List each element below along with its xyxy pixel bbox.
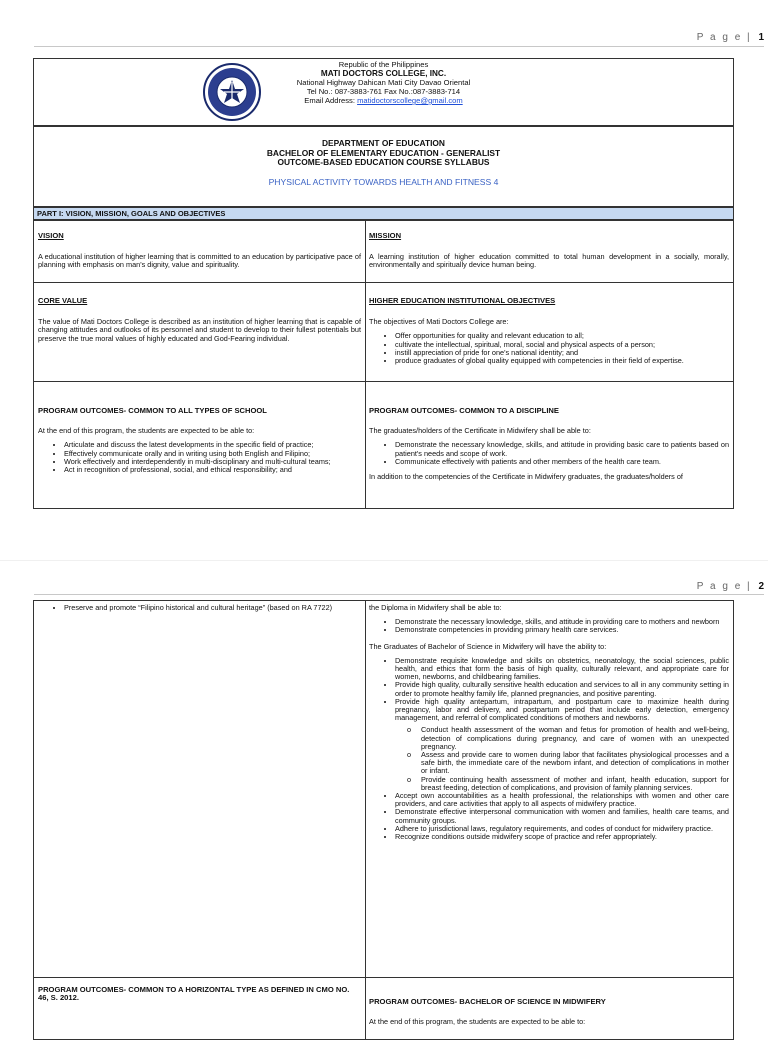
program-title: BACHELOR OF ELEMENTARY EDUCATION - GENERALIST (266, 147, 501, 158)
list-item: • Demonstrate effective interpersonal communication with women and families, health care teams, and community groups. (395, 808, 729, 824)
list-item: • Demonstrate the necessary knowledge, skills, and attitude in providing basic care to patients based on patient's needs and scope of work. (395, 441, 729, 457)
mission-heading: MISSION (369, 231, 402, 240)
republic-line: Republic of the Philippines (338, 60, 429, 69)
sub-item-text: Provide continuing health assessment of mother and infant, health education, support for breast feeding, detection of complications, and provision of family planning services. (421, 774, 729, 792)
diploma-intro: the Diploma in Midwifery shall be able to: (369, 603, 502, 612)
objectives-cell (365, 294, 733, 372)
list-item: • Accept own accountabilities as a health professional, the relationships with women and other care providers, and care activities that apply to all aspects of midwifery practice. (395, 792, 729, 808)
sub-list-item (407, 751, 729, 776)
po-horizontal-cell (34, 983, 365, 1017)
po-bs-heading: PROGRAM OUTCOMES- BACHELOR OF SCIENCE IN MIDWIFERY (369, 997, 606, 1006)
list-item: • Effectively communicate orally and in writing using both English and Filipino; (64, 450, 361, 458)
po-all-cell (34, 404, 365, 481)
list-item: • Demonstrate competencies in providing primary health care services. (395, 626, 729, 634)
college-name: MATI DOCTORS COLLEGE, INC. (320, 69, 447, 78)
college-telephone: Tel No.: 087-3883-761 Fax No.:087-3883-714 (306, 87, 461, 96)
course-title: PHYSICAL ACTIVITY TOWARDS HEALTH AND FITNESS 4 (268, 176, 499, 187)
bs-outcomes-list (369, 657, 729, 723)
list-item: • Offer opportunities for quality and relevant education to all; (395, 332, 729, 340)
core-value-text: The value of Mati Doctors College is described as an institution of higher learning that is capable of changing attitudes and outlooks of its personnel and student to develop to their fullest potentials but preserve the true moral values of highly educated and God-Fearing individual. (38, 317, 361, 343)
core-value-cell (34, 294, 365, 352)
row-divider (34, 977, 733, 978)
list-item: • Act in recognition of professional, social, and ethical responsibility; and (64, 466, 361, 474)
college-email-line: Email Address: matidoctorscollege@gmail.com (304, 96, 463, 105)
college-header (33, 58, 734, 126)
po-bs-intro: At the end of this program, the students are expected to be able to: (369, 1017, 586, 1027)
row-divider (34, 381, 733, 382)
sub-item-text: Assess and provide care to women during labor that facilitates physiological processes and a safe birth, the immediate care of the newborn infant, and detection of complications in mother or infant. (421, 750, 729, 776)
po-discipline-continued-cell (365, 601, 733, 848)
document-page-2 (0, 560, 768, 1025)
vision-text: A educational institution of higher learning that is committed to an education by participative pace of planning with emphasis on man's dignity, value and spirituality. (38, 252, 361, 270)
sub-list-item (407, 776, 729, 792)
list-item: • produce graduates of global quality equipped with competencies in their field of expertise. (395, 357, 729, 365)
sub-bullet: o (407, 750, 412, 760)
po-all-heading: PROGRAM OUTCOMES- COMMON TO ALL TYPES OF SCHOOL (38, 406, 267, 415)
list-item: • Provide high quality, culturally sensitive health education and services to all in any community setting in order to promote healthy family life, planned pregnancies, and positive parenting. (395, 681, 729, 697)
list-item: • Communicate effectively with patients and other members of the health care team. (395, 458, 729, 466)
page-number: P a g e | 1 (696, 32, 764, 43)
header-rule (34, 46, 764, 47)
department-block (33, 126, 734, 207)
mission-cell (365, 229, 733, 279)
row-divider (34, 282, 733, 283)
sub-bullet: o (407, 774, 412, 784)
list-item: • Provide high quality antepartum, intrapartum, and postpartum care to maximize health during pregnancy, labor and delivery, and postpartum period that include early detection, emergency management, and referral of complicated conditions of mothers and newborns. (395, 698, 729, 723)
vision-heading: VISION (38, 231, 64, 240)
objectives-list (369, 332, 729, 365)
list-item: • Demonstrate requisite knowledge and skills on obstetrics, neonatology, the social sciences, public health, and ethics that form the basis of high quality, culturally relevant, and appropriate care for women, newborns, and childbearing families. (395, 657, 729, 682)
po-discipline-list (369, 441, 729, 466)
list-item: • Work effectively and interdependently in multi-disciplinary and multi-cultural teams; (64, 458, 361, 466)
po-all-continued-list (38, 604, 361, 612)
sub-item-text: Conduct health assessment of the woman and fetus for promotion of health and well-being, detection of complications during pregnancy, and care of women with an unexpected pregnancy. (421, 725, 729, 751)
po-discipline-cell (365, 404, 733, 490)
header-rule (34, 594, 764, 595)
college-address: National Highway Dahican Mati City Davao Oriental (296, 78, 471, 87)
list-item: • Adhere to jurisdictional laws, regulatory requirements, and codes of conduct for midwifery practice. (395, 825, 729, 833)
bs-sub-list (395, 726, 729, 792)
email-link[interactable]: matidoctorscollege@gmail.com (357, 96, 463, 105)
list-item: • Recognize conditions outside midwifery scope of practice and refer appropriately. (395, 833, 729, 841)
objectives-intro: The objectives of Mati Doctors College are: (369, 317, 509, 327)
department-title: DEPARTMENT OF EDUCATION (322, 138, 445, 148)
po-all-intro: At the end of this program, the students are expected to be able to: (38, 426, 255, 436)
list-item: • Demonstrate the necessary knowledge, skills, and attitude in providing care to mothers and newborn (395, 618, 729, 626)
diploma-list (369, 618, 729, 634)
core-value-heading: CORE VALUE (38, 296, 88, 305)
po-all-list (38, 441, 361, 474)
bs-outcomes-list-2 (369, 792, 729, 841)
part1-heading: PART I: VISION, MISSION, GOALS AND OBJECTIVES (33, 207, 734, 220)
po-all-continued-cell (34, 601, 365, 619)
mission-text: A learning institution of higher education committed to total human development in a socially, morally, environmentally and spiritually device human being. (369, 252, 729, 270)
po-discipline-intro: The graduates/holders of the Certificate in Midwifery shall be able to: (369, 426, 591, 436)
po-horizontal-heading: PROGRAM OUTCOMES- COMMON TO A HORIZONTAL TYPE AS DEFINED IN CMO NO. 46, S. 2012. (38, 985, 350, 1003)
po-discipline-heading: PROGRAM OUTCOMES- COMMON TO A DISCIPLINE (369, 406, 559, 415)
objectives-heading: HIGHER EDUCATION INSTITUTIONAL OBJECTIVES (369, 296, 556, 305)
po-bs-cell (365, 995, 733, 1035)
list-item: • cultivate the intellectual, spiritual, moral, social and physical aspects of a person; (395, 341, 729, 349)
outcomes-table-continued (33, 600, 734, 1040)
list-item: • Articulate and discuss the latest developments in the specific field of practice; (64, 441, 361, 449)
list-item: • instill appreciation of pride for one's national identity; and (395, 349, 729, 357)
bs-intro: The Graduates of Bachelor of Science in Midwifery will have the ability to: (369, 641, 607, 651)
po-discipline-tail: In addition to the competencies of the Certificate in Midwifery graduates, the graduates/holders of (369, 472, 683, 482)
syllabus-title: OUTCOME-BASED EDUCATION COURSE SYLLABUS (277, 157, 490, 167)
sub-bullet: o (407, 725, 412, 735)
page-number: P a g e | 2 (696, 581, 764, 592)
vision-cell (34, 229, 365, 279)
sub-list-item (407, 726, 729, 751)
list-item: • Preserve and promote “Filipino historical and cultural heritage” (based on RA 7722) (64, 604, 361, 612)
vmgo-table (33, 220, 734, 509)
